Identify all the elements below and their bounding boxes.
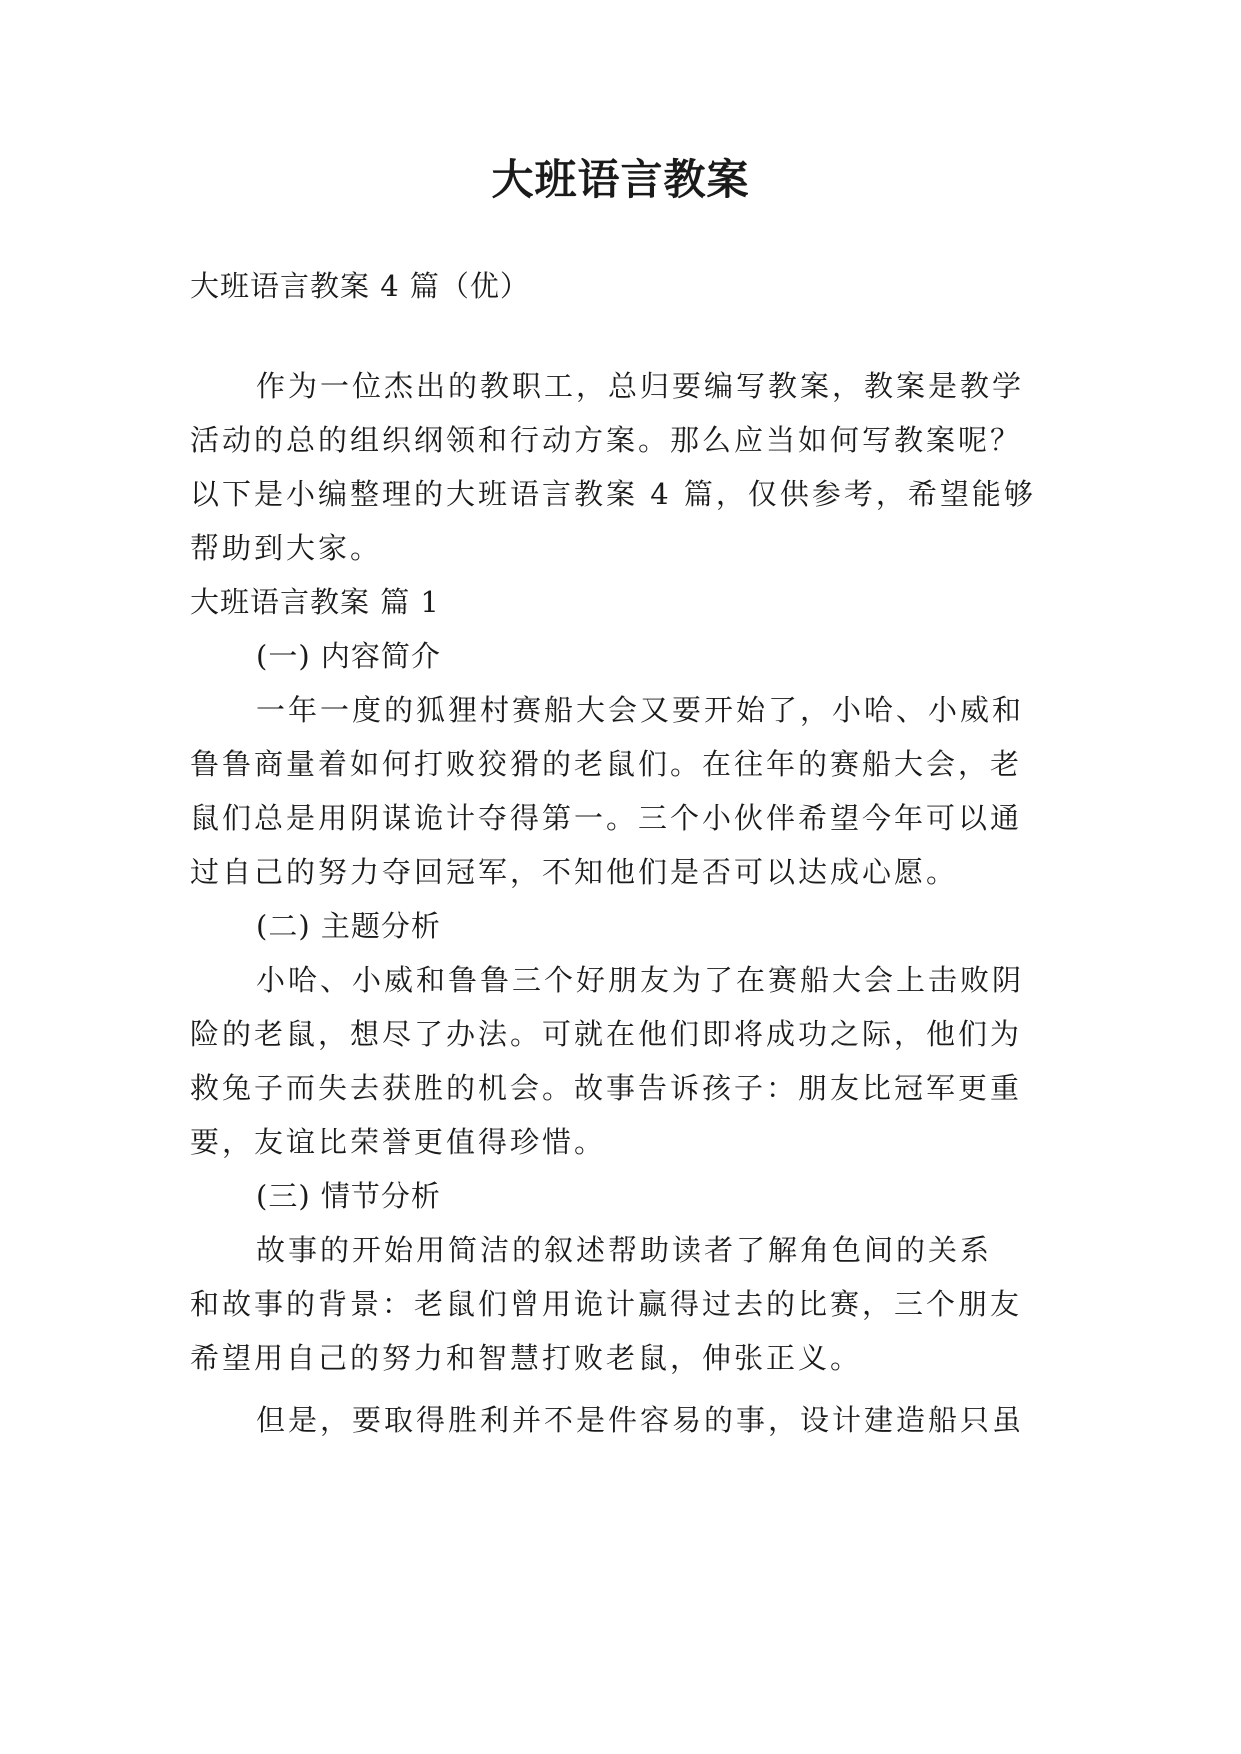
paragraph-line: 希望用自己的努力和智慧打败老鼠，伸张正义。 [190,1341,863,1375]
subsection-heading: (一) 内容简介 [256,639,441,673]
paragraph-line: 险的老鼠，想尽了办法。可就在他们即将成功之际，他们为 [190,1017,1023,1051]
paragraph-line: 和故事的背景：老鼠们曾用诡计赢得过去的比赛，三个朋友 [190,1287,1023,1321]
paragraph-line: 活动的总的组织纲领和行动方案。那么应当如何写教案呢？ [190,423,1023,457]
subsection-heading: (三) 情节分析 [256,1179,441,1213]
paragraph-line: 一年一度的狐狸村赛船大会又要开始了，小哈、小威和 [256,693,1025,727]
paragraph-line: 要，友谊比荣誉更值得珍惜。 [190,1125,607,1159]
paragraph-line: 帮助到大家。 [190,531,383,565]
paragraph-line: 过自己的努力夺回冠军，不知他们是否可以达成心愿。 [190,855,959,889]
paragraph-line: 以下是小编整理的大班语言教案 4 篇，仅供参考，希望能够 [190,477,1036,511]
paragraph-line: 但是，要取得胜利并不是件容易的事，设计建造船只虽 [256,1403,1025,1437]
paragraph-line: 作为一位杰出的教职工，总归要编写教案，教案是教学 [256,369,1025,403]
paragraph-line: 小哈、小威和鲁鲁三个好朋友为了在赛船大会上击败阴 [256,963,1025,997]
paragraph-line: 故事的开始用简洁的叙述帮助读者了解角色间的关系 [256,1233,993,1267]
section-heading: 大班语言教案 篇 1 [190,585,440,619]
document-subtitle: 大班语言教案 4 篇（优） [190,269,530,303]
subsection-heading: (二) 主题分析 [256,909,441,943]
paragraph-line: 救兔子而失去获胜的机会。故事告诉孩子：朋友比冠军更重 [190,1071,1023,1105]
page-title: 大班语言教案 [491,155,750,204]
paragraph-line: 鼠们总是用阴谋诡计夺得第一。三个小伙伴希望今年可以通 [190,801,1023,835]
paragraph-line: 鲁鲁商量着如何打败狡猾的老鼠们。在往年的赛船大会，老 [190,747,1023,781]
